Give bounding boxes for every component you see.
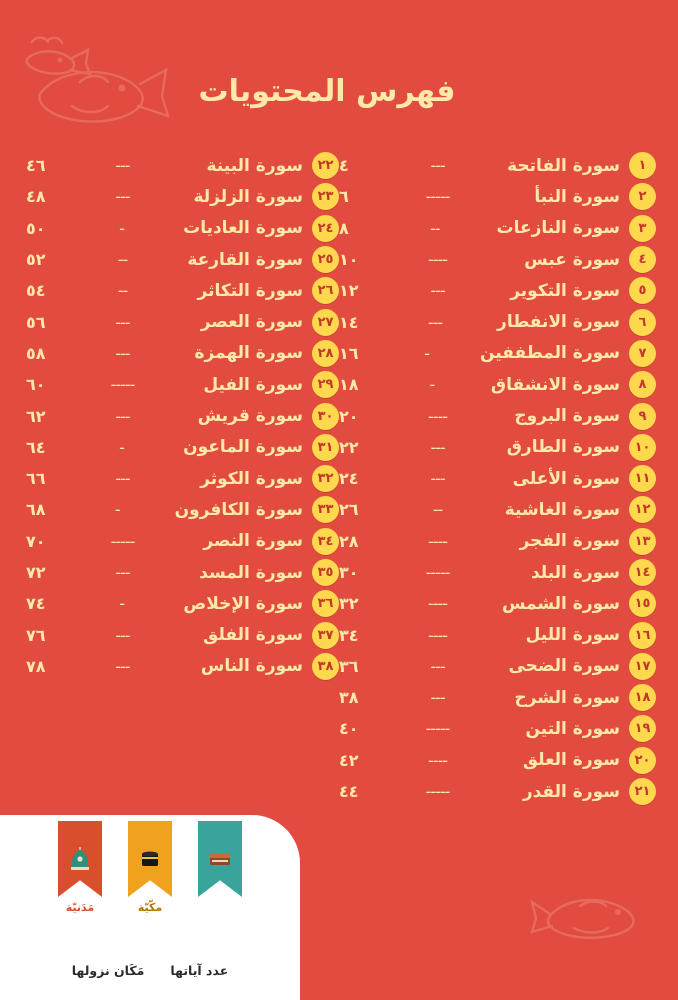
toc-entry-number: ٢٩ <box>312 371 339 398</box>
toc-entry-number: ٣٠ <box>312 403 339 430</box>
toc-entry-page: ٥٦ <box>26 312 46 332</box>
toc-entry-leader: - <box>119 218 124 238</box>
toc-entry-page: ٦٠ <box>26 375 46 395</box>
book-icon <box>206 848 234 870</box>
toc-entry-number: ٨ <box>629 371 656 398</box>
toc-entry-leader: -- <box>117 281 128 301</box>
toc-entry-title: سورة الضحى <box>508 656 620 677</box>
ribbon-makki <box>128 821 172 897</box>
toc-entry[interactable] <box>26 244 339 275</box>
toc-entry-number: ٢ <box>629 183 656 210</box>
toc-entry-page: ٢٢ <box>339 437 359 457</box>
toc-entry[interactable] <box>26 494 339 525</box>
toc-entry[interactable] <box>26 463 339 494</box>
toc-entry-page: ١٢ <box>339 281 359 301</box>
toc-entry-title: سورة الفيل <box>203 374 303 395</box>
toc-entry[interactable] <box>339 557 656 588</box>
toc-entry-title: سورة القارعة <box>187 249 303 270</box>
fish-icon <box>530 884 650 948</box>
toc-entry-leader: --- <box>115 625 130 645</box>
toc-entry[interactable] <box>26 588 339 619</box>
ribbon-ayat <box>198 821 242 897</box>
toc-entry[interactable] <box>339 306 656 337</box>
legend-bookmarks <box>0 821 300 914</box>
toc-entry-leader: ----- <box>425 782 450 802</box>
toc-entry-number: ٣٦ <box>312 590 339 617</box>
toc-entry-number: ٢٠ <box>629 747 656 774</box>
toc-entry[interactable] <box>26 369 339 400</box>
toc-entry-page: ٦ <box>339 187 349 207</box>
toc-entry-number: ٢٦ <box>312 277 339 304</box>
toc-entry-page: ١٨ <box>339 375 359 395</box>
toc-entry-number: ٣٨ <box>312 653 339 680</box>
toc-entry-number: ٢٢ <box>312 152 339 179</box>
toc-entry-page: ٧٤ <box>26 594 46 614</box>
legend-panel <box>0 815 300 1000</box>
toc-column-left <box>22 150 339 807</box>
toc-entry-page: ٣٨ <box>339 688 359 708</box>
toc-entry-number: ٧ <box>629 340 656 367</box>
toc-entry-leader: - <box>429 375 435 395</box>
toc-entry-number: ١٨ <box>629 684 656 711</box>
toc-entry-page: ٢٠ <box>339 406 359 426</box>
toc-entry-leader: --- <box>115 563 130 582</box>
toc-entry-page: ٥٨ <box>26 343 46 363</box>
legend-caption-place: مَكَان نزولها <box>71 963 145 978</box>
toc-entry-title: سورة النصر <box>203 531 303 552</box>
toc-entry[interactable] <box>339 619 656 650</box>
toc-entry[interactable] <box>339 150 656 181</box>
legend-label-makki: مكّيّة <box>137 901 163 914</box>
toc-entry-page: ٣٦ <box>339 656 359 676</box>
toc-entry-leader: --- <box>430 156 445 176</box>
toc-entry-title: سورة الفلق <box>203 625 303 646</box>
toc-entry-number: ٢٤ <box>312 215 339 242</box>
toc-entry-leader: -- <box>429 218 440 238</box>
toc-entry-leader: ---- <box>427 625 448 645</box>
toc-entry-number: ١٤ <box>629 559 656 586</box>
ribbon-madani <box>58 821 102 897</box>
toc-entry-title: سورة البروج <box>514 406 620 427</box>
toc-entry[interactable] <box>339 275 656 306</box>
toc-entry[interactable] <box>26 150 339 181</box>
toc-entry-title: سورة العصر <box>200 312 303 333</box>
toc-entry-page: ٧٢ <box>26 563 46 582</box>
toc-entry-title: سورة الكافرون <box>174 499 303 520</box>
toc-entry-leader: --- <box>430 688 445 708</box>
toc-entry[interactable] <box>339 651 656 682</box>
toc-entry-title: سورة الأعلى <box>512 468 620 489</box>
toc-entry[interactable] <box>26 306 339 337</box>
toc-entry-page: ٥٤ <box>26 281 46 301</box>
toc-entry-page: ٧٠ <box>26 531 46 551</box>
toc-entry-leader: --- <box>115 656 130 676</box>
toc-entry-page: ٦٤ <box>26 437 46 457</box>
toc-entry-leader: ---- <box>427 406 448 426</box>
toc-entry[interactable] <box>26 651 339 682</box>
toc-entry-leader: --- <box>115 469 130 489</box>
legend-captions <box>0 963 300 978</box>
toc-entry-page: ١٠ <box>339 250 359 270</box>
toc-entry[interactable] <box>339 432 656 463</box>
toc-entry[interactable] <box>339 213 656 244</box>
toc-entry-title: سورة البلد <box>530 562 620 583</box>
toc-entry-page: ٣٤ <box>339 625 359 645</box>
toc-entry-number: ٣٥ <box>312 559 339 586</box>
toc-entry-title: سورة البينة <box>206 155 303 176</box>
toc-entry-number: ٣١ <box>312 434 339 461</box>
toc-entry-number: ١٩ <box>629 715 656 742</box>
toc-entry-page: ٦٨ <box>26 500 46 520</box>
page-title: فهرس المحتويات <box>198 74 456 109</box>
toc-entry[interactable] <box>339 494 656 525</box>
toc-entry-page: ٤٠ <box>339 719 359 739</box>
toc-entry-title: سورة قريش <box>197 406 303 427</box>
toc-entry-title: سورة العلق <box>522 750 620 771</box>
toc-entry-title: سورة الزلزلة <box>193 186 303 207</box>
toc-entry-page: ٥٢ <box>26 250 46 270</box>
toc-entry-leader: - <box>119 594 125 614</box>
toc-entry-leader: ----- <box>425 719 450 739</box>
toc-entry-number: ٢٧ <box>312 309 339 336</box>
toc-entry-number: ٢٣ <box>312 183 339 210</box>
toc-entry-page: ٢٤ <box>339 469 359 489</box>
toc-entry-number: ١٣ <box>629 528 656 555</box>
toc-entry-title: سورة الهمزة <box>194 343 303 364</box>
toc-entry-page: ٦٢ <box>26 406 46 426</box>
toc-entry-number: ٢١ <box>629 778 656 805</box>
toc-entry-title: سورة النازعات <box>496 218 620 239</box>
legend-bookmark-makki <box>126 821 174 914</box>
toc-entry-leader: - <box>114 500 120 520</box>
legend-caption-count: عدد آياتها <box>170 963 229 978</box>
toc-entry-leader: ---- <box>427 750 448 770</box>
toc-entry-number: ١١ <box>629 465 656 492</box>
toc-entry-leader: ---- <box>427 594 448 614</box>
toc-entry-number: ١٢ <box>629 496 656 523</box>
toc-entry-title: سورة العاديات <box>183 218 303 239</box>
toc-entry-number: ٢٥ <box>312 246 339 273</box>
toc-entry-number: ١٥ <box>629 590 656 617</box>
toc-entry-page: ١٦ <box>339 343 359 363</box>
toc-entry-number: ٣٣ <box>312 496 339 523</box>
toc-entry-title: سورة الانشقاق <box>490 374 620 395</box>
toc-entry-page: ٤ <box>339 156 349 176</box>
toc-entry-leader: --- <box>427 312 443 332</box>
toc-entry-number: ١٦ <box>629 622 656 649</box>
toc-entry[interactable] <box>26 400 339 431</box>
toc-entry[interactable] <box>339 369 656 400</box>
toc-entry[interactable] <box>26 275 339 306</box>
toc-entry-leader: --- <box>430 281 445 301</box>
legend-bookmark-ayat <box>196 821 244 901</box>
toc-entry-title: سورة الماعون <box>183 437 303 458</box>
toc-entry-page: ٣٢ <box>339 594 359 614</box>
toc-entry-title: سورة الطارق <box>506 437 620 458</box>
toc-entry[interactable] <box>339 181 656 212</box>
toc-entry-leader: --- <box>115 312 130 332</box>
toc-entry-leader: --- <box>115 343 130 363</box>
toc-entry[interactable] <box>26 213 339 244</box>
toc-entry-number: ١ <box>629 152 656 179</box>
toc-entry-leader: ----- <box>425 563 450 582</box>
toc-entry-leader: --- <box>115 187 130 207</box>
toc-entry[interactable] <box>339 588 656 619</box>
table-of-contents <box>0 150 678 807</box>
toc-entry-leader: - <box>424 343 429 363</box>
toc-entry-title: سورة التين <box>525 718 620 739</box>
toc-entry-page: ٤٦ <box>26 156 46 176</box>
toc-entry-title: سورة الشرح <box>514 687 620 708</box>
toc-entry-page: ٨ <box>339 218 349 238</box>
toc-entry-leader: ----- <box>110 531 135 551</box>
legend-label-madani: مَدَنيّة <box>65 901 95 914</box>
toc-entry-leader: -- <box>117 250 128 270</box>
toc-entry[interactable] <box>26 432 339 463</box>
toc-entry-leader: --- <box>115 406 130 426</box>
toc-entry[interactable] <box>26 338 339 369</box>
toc-entry-title: سورة التكاثر <box>197 280 303 301</box>
toc-entry-page: ١٤ <box>339 312 359 332</box>
toc-entry-number: ١٠ <box>629 434 656 461</box>
toc-entry-leader: ---- <box>427 250 448 270</box>
toc-entry[interactable] <box>339 244 656 275</box>
toc-entry-title: سورة التكوير <box>510 280 620 301</box>
toc-entry-page: ٢٦ <box>339 500 359 520</box>
toc-entry-leader: --- <box>430 656 445 676</box>
toc-entry[interactable] <box>339 713 656 744</box>
toc-entry-leader: --- <box>430 469 445 489</box>
toc-entry-number: ٥ <box>629 277 656 304</box>
toc-entry-title: سورة الغاشية <box>504 499 620 520</box>
toc-entry-number: ٢٨ <box>312 340 339 367</box>
toc-entry-page: ٥٠ <box>26 218 46 238</box>
toc-entry[interactable] <box>339 338 656 369</box>
toc-entry[interactable] <box>26 526 339 557</box>
toc-entry[interactable] <box>339 400 656 431</box>
toc-entry[interactable] <box>26 557 339 588</box>
toc-entry-leader: -- <box>432 500 443 520</box>
toc-entry-leader: --- <box>115 156 130 176</box>
toc-entry-title: سورة الفجر <box>519 531 620 552</box>
toc-entry[interactable] <box>339 745 656 776</box>
toc-entry-title: سورة الإخلاص <box>183 593 303 614</box>
toc-entry-title: سورة الناس <box>200 656 303 677</box>
toc-entry-number: ٤ <box>629 246 656 273</box>
toc-entry-title: سورة القدر <box>522 781 620 802</box>
toc-entry-page: ٦٦ <box>26 469 46 489</box>
toc-entry-leader: ----- <box>425 187 450 207</box>
toc-entry-leader: ---- <box>427 531 448 551</box>
toc-entry-page: ٢٨ <box>339 531 359 551</box>
legend-bookmark-madani <box>56 821 104 914</box>
toc-entry-title: سورة الفاتحة <box>507 155 620 176</box>
toc-entry-number: ٣٧ <box>312 622 339 649</box>
toc-entry-title: سورة المطففين <box>480 343 620 364</box>
toc-entry-page: ٤٢ <box>339 750 359 770</box>
toc-entry-number: ٣٤ <box>312 528 339 555</box>
toc-entry-page: ٧٨ <box>26 656 46 676</box>
toc-entry-number: ٩ <box>629 403 656 430</box>
toc-entry-page: ٣٠ <box>339 563 359 582</box>
toc-entry-title: سورة الكوثر <box>200 468 303 489</box>
toc-entry[interactable] <box>339 776 656 807</box>
toc-entry-title: سورة الشمس <box>501 593 620 614</box>
toc-entry-leader: --- <box>430 437 445 457</box>
toc-entry[interactable] <box>339 526 656 557</box>
toc-entry-page: ٤٨ <box>26 187 46 207</box>
toc-entry-title: سورة النبأ <box>534 186 620 207</box>
toc-entry-page: ٧٦ <box>26 625 46 645</box>
toc-entry-number: ١٧ <box>629 653 656 680</box>
toc-entry-title: سورة الليل <box>525 625 620 646</box>
toc-entry-leader: ----- <box>110 375 135 395</box>
toc-entry[interactable] <box>339 682 656 713</box>
toc-entry[interactable] <box>339 463 656 494</box>
toc-entry-number: ٦ <box>629 309 656 336</box>
toc-entry[interactable] <box>26 619 339 650</box>
toc-column-right <box>339 150 656 807</box>
toc-entry-number: ٣ <box>629 215 656 242</box>
toc-entry-number: ٣٢ <box>312 465 339 492</box>
toc-entry-title: سورة المسد <box>199 562 303 583</box>
toc-entry-title: سورة الانفطار <box>497 312 620 333</box>
mosque-dome-icon <box>67 846 93 872</box>
toc-entry-page: ٤٤ <box>339 782 359 802</box>
toc-entry-title: سورة عبس <box>524 249 620 270</box>
toc-entry-leader: - <box>119 437 124 457</box>
toc-entry[interactable] <box>26 181 339 212</box>
kaaba-icon <box>137 847 163 871</box>
